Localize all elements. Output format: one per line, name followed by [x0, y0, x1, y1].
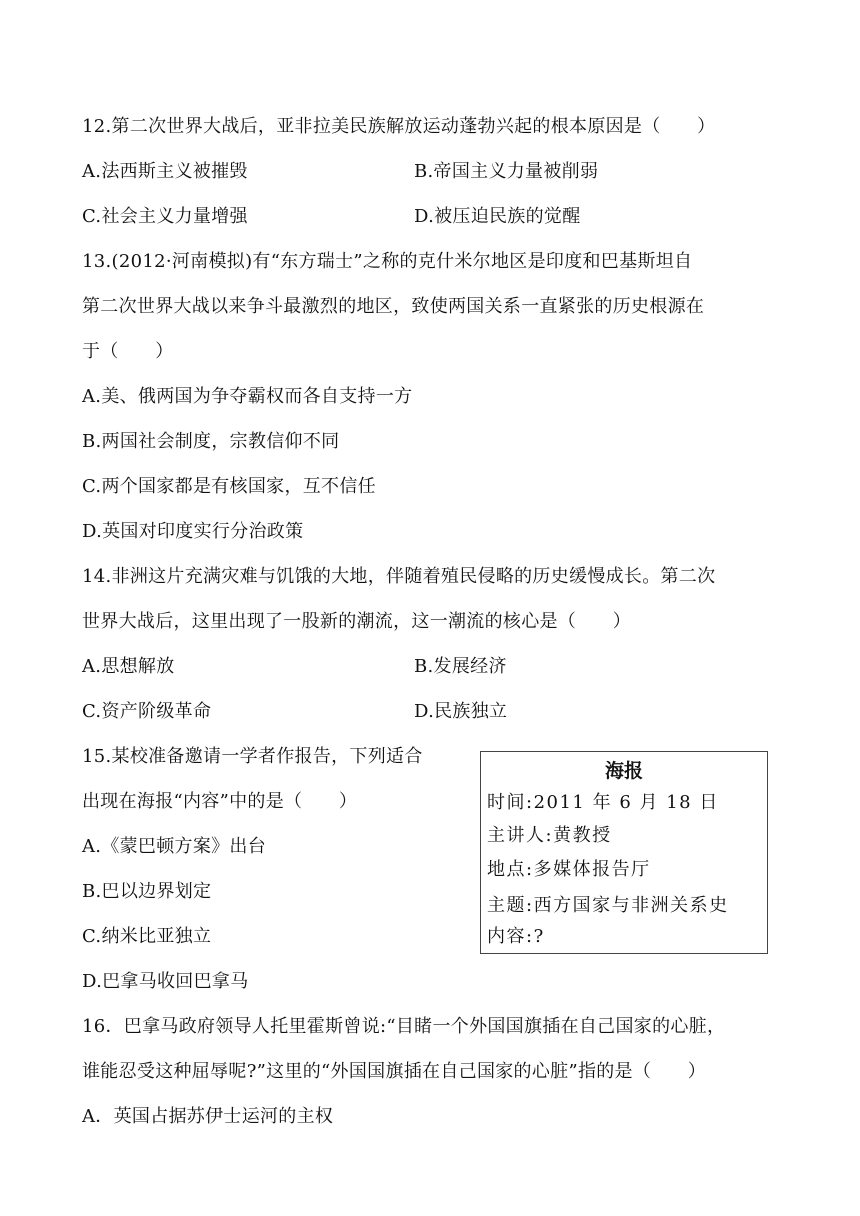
- poster-place: 地点:多媒体报告厅: [487, 859, 651, 880]
- poster-topic: 主题:西方国家与非洲关系史: [487, 895, 729, 916]
- q15-option-d: D.巴拿马收回巴拿马: [82, 971, 249, 992]
- poster-box: [480, 751, 768, 954]
- q12-stem: 12.第二次世界大战后，亚非拉美民族解放运动蓬勃兴起的根本原因是（ ）: [82, 116, 716, 137]
- q15-option-c: C.纳米比亚独立: [82, 926, 212, 947]
- q13-stem-line-1: 13.(2012·河南模拟)有“东方瑞士”之称的克什米尔地区是印度和巴基斯坦自: [82, 251, 693, 272]
- q14-stem-line-1: 14.非洲这片充满灾难与饥饿的大地，伴随着殖民侵略的历史缓慢成长。第二次: [82, 566, 716, 587]
- q13-stem-line-3: 于（ ）: [82, 341, 174, 362]
- q12-option-a: A.法西斯主义被摧毁: [82, 161, 248, 182]
- q16-stem-line-2: 谁能忍受这种屈辱呢?”这里的“外国国旗插在自己国家的心脏”指的是（ ）: [82, 1061, 707, 1082]
- q12-option-c: C.社会主义力量增强: [82, 206, 248, 227]
- q14-option-a: A.思想解放: [82, 656, 175, 677]
- q13-stem-line-2: 第二次世界大战以来争斗最激烈的地区，致使两国关系一直紧张的历史根源在: [82, 296, 705, 317]
- q13-option-c: C.两个国家都是有核国家，互不信任: [82, 476, 376, 497]
- poster-time: 时间:2011 年 6 月 18 日: [487, 792, 719, 813]
- q13-option-d: D.英国对印度实行分治政策: [82, 521, 304, 542]
- q16-stem-line-1: 16．巴拿马政府领导人托里霍斯曾说:“目睹一个外国国旗插在自己国家的心脏，: [82, 1016, 726, 1037]
- q12-option-d: D.被压迫民族的觉醒: [414, 206, 581, 227]
- q13-option-b: B.两国社会制度，宗教信仰不同: [82, 431, 340, 452]
- q15-option-b: B.巴以边界划定: [82, 881, 212, 902]
- q15-stem-line-2: 出现在海报“内容”中的是（ ）: [82, 791, 358, 812]
- poster-content: 内容:?: [487, 926, 545, 947]
- q14-option-c: C.资产阶级革命: [82, 701, 212, 722]
- q12-option-b: B.帝国主义力量被削弱: [414, 161, 599, 182]
- q16-option-a: A．英国占据苏伊士运河的主权: [82, 1106, 334, 1127]
- poster-speaker: 主讲人:黄教授: [487, 825, 612, 846]
- q14-option-b: B.发展经济: [414, 656, 507, 677]
- q14-option-d: D.民族独立: [414, 701, 508, 722]
- q15-option-a: A.《蒙巴顿方案》出台: [82, 836, 267, 857]
- q15-stem-line-1: 15.某校准备邀请一学者作报告，下列适合: [82, 746, 423, 767]
- q14-stem-line-2: 世界大战后，这里出现了一股新的潮流，这一潮流的核心是（ ）: [82, 611, 631, 632]
- q13-option-a: A.美、俄两国为争夺霸权而各自支持一方: [82, 386, 413, 407]
- poster-title: 海报: [604, 760, 643, 782]
